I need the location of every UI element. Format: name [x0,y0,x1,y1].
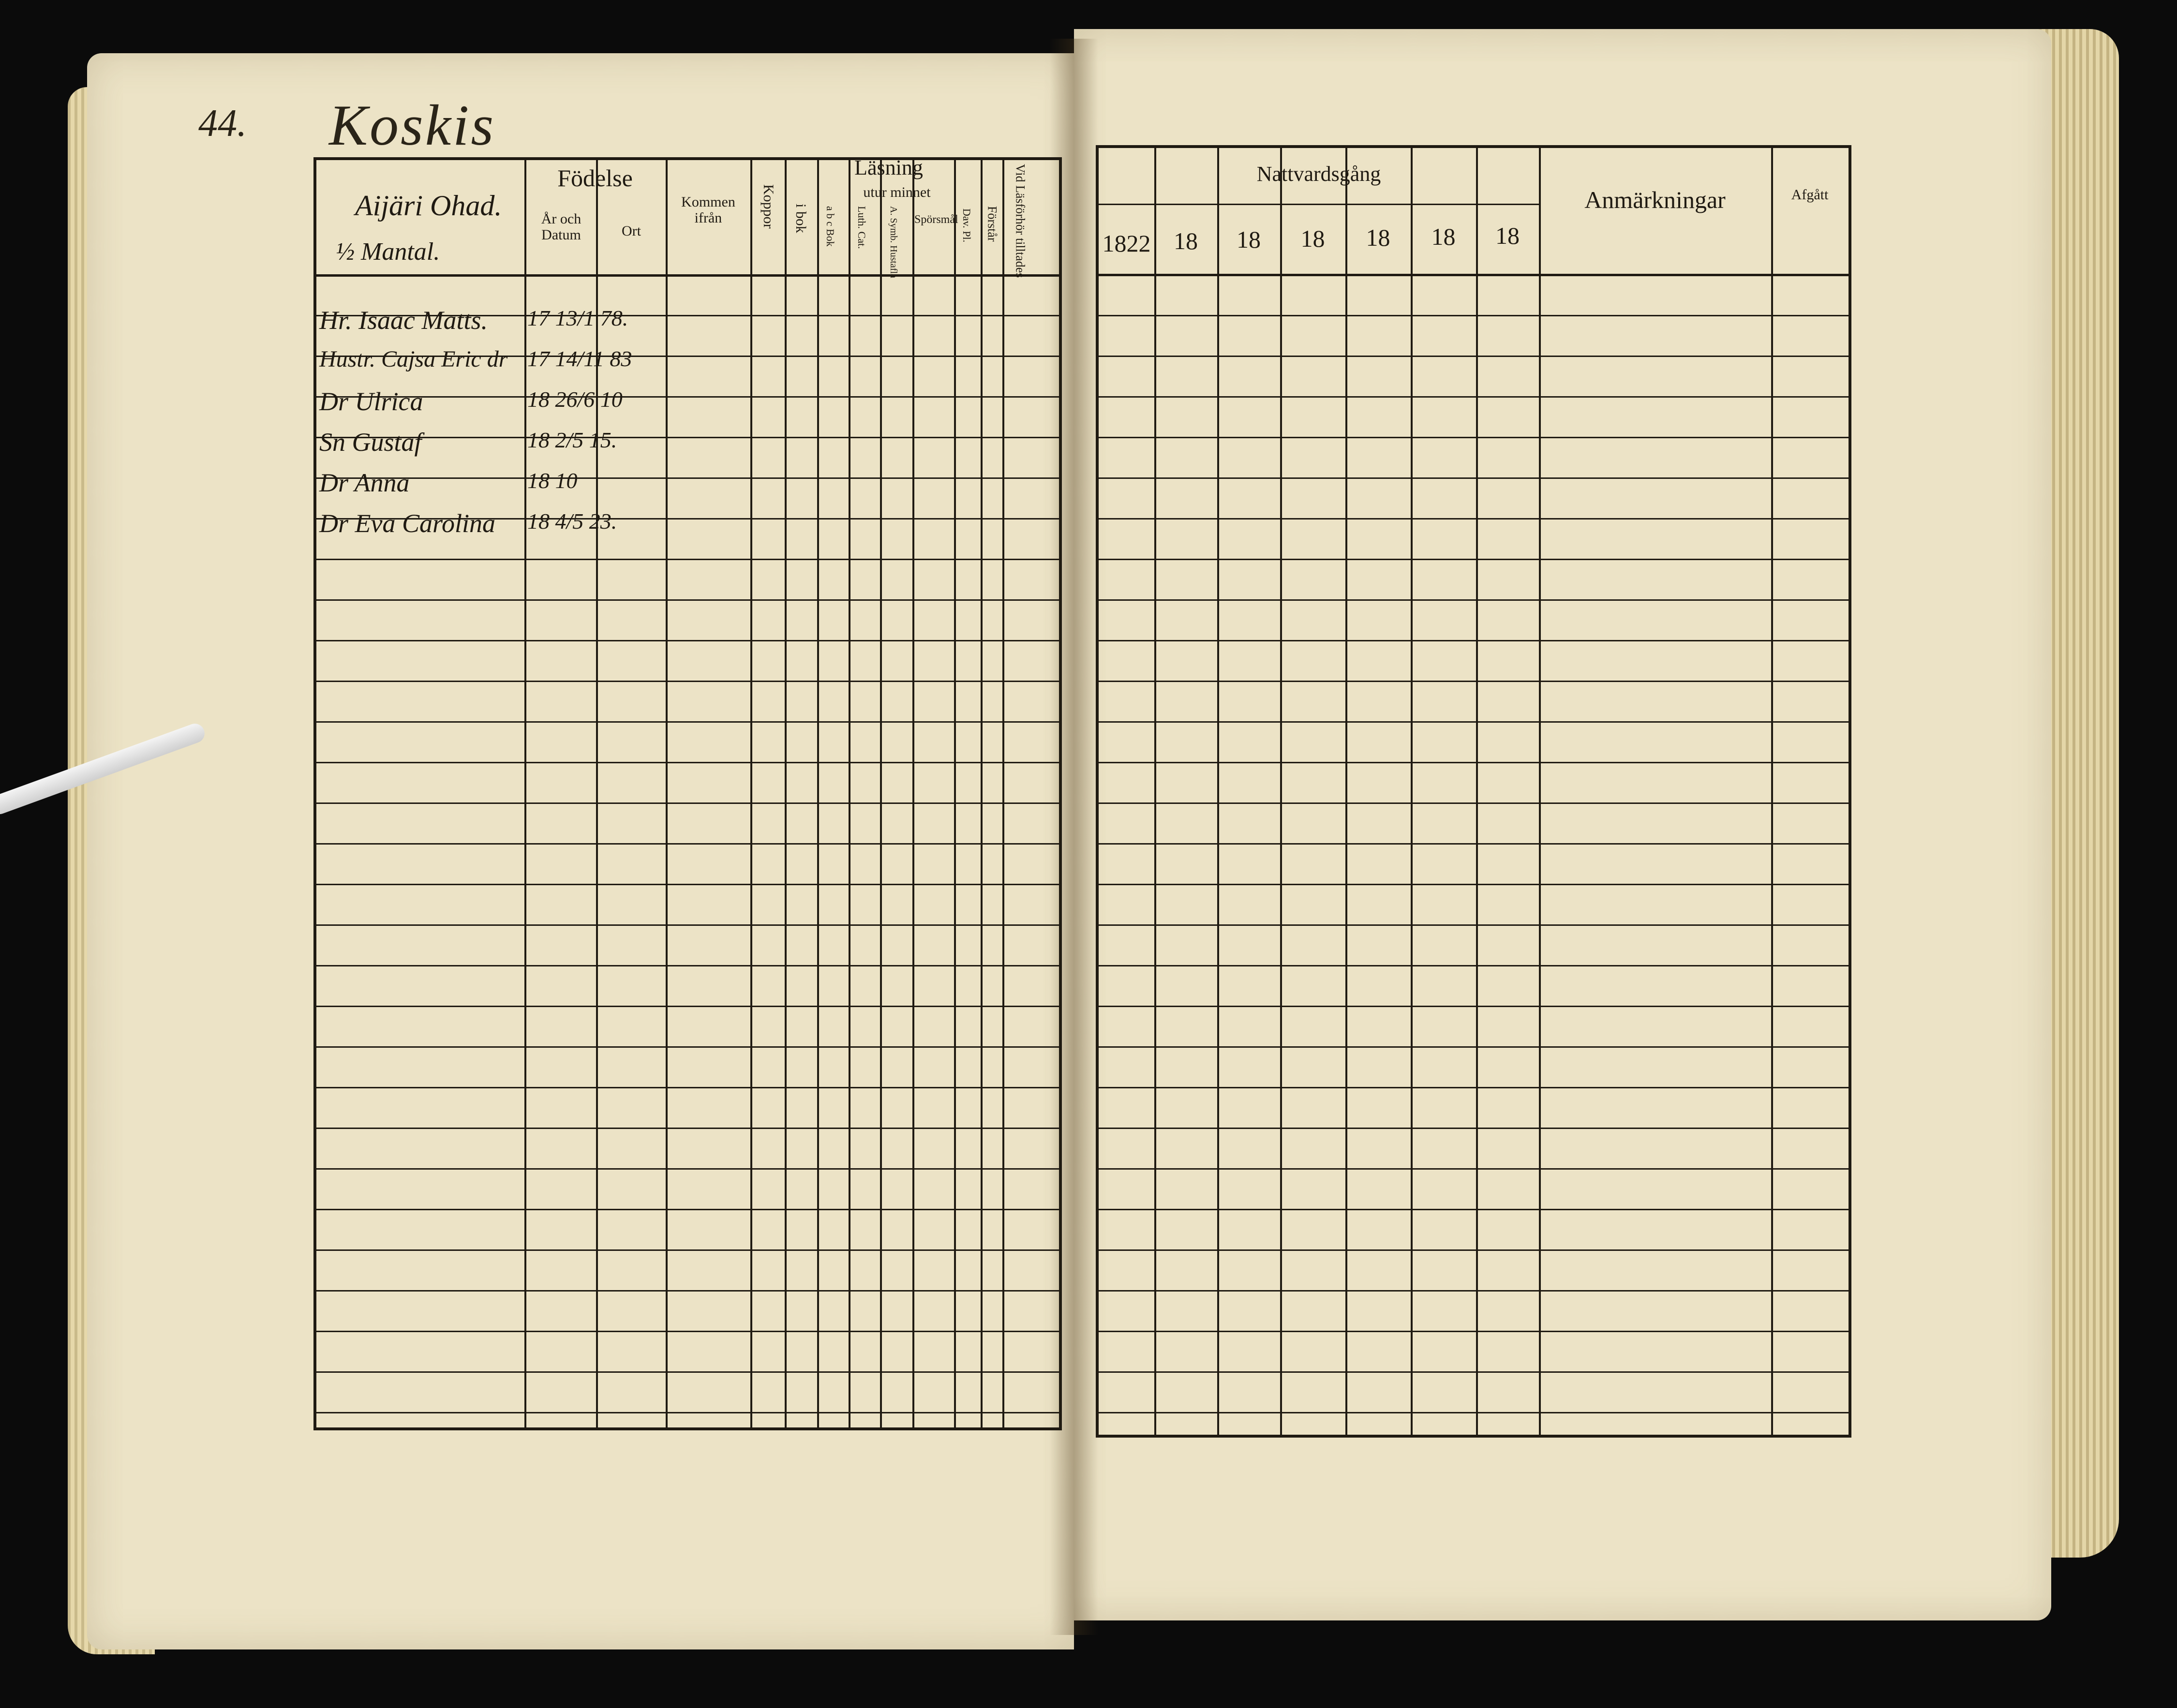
column-divider [1411,148,1413,1435]
column-divider [1154,148,1156,1435]
page-number: 44. [198,102,247,145]
year-6: 18 [1431,223,1456,250]
column-divider [1476,148,1478,1435]
ruled-row-line [1099,640,1849,641]
ruled-row-line [316,1128,1059,1129]
ruled-row-line [1099,762,1849,763]
ruled-row-line [1099,1412,1849,1413]
ruled-row-line [1099,1046,1849,1048]
ruled-row-line [1099,1249,1849,1251]
entry-date-2: 17 14/11 83 [527,346,632,371]
ruled-row-line [316,721,1059,723]
entry-date-1: 17 13/1 78. [527,306,628,330]
entry-name-6: Dr Eva Carolina [319,509,495,538]
column-divider [1539,148,1541,1435]
farm-name: Aijäri Ohad. [355,190,502,222]
ort-header: Ort [622,223,641,239]
ruled-row-line [316,762,1059,763]
column-divider [912,160,914,1427]
ruled-row-line [316,1168,1059,1170]
entry-date-4: 18 2/5 15. [527,428,617,452]
column-divider [849,160,850,1427]
column-divider [1280,148,1282,1435]
entry-date-6: 18 4/5 23. [527,509,617,534]
vid-lasforhor-header: Vid Läsförhör tilltades [1013,164,1028,278]
ruled-row-line [1099,965,1849,966]
year-7: 18 [1495,222,1520,249]
ruled-row-line [316,1046,1059,1048]
ruled-row-line [316,437,1059,438]
year-4: 18 [1300,225,1325,252]
header-sub-line [1099,204,1539,205]
year-3: 18 [1237,226,1261,253]
ruled-row-line [316,477,1059,479]
year-2: 18 [1174,227,1198,254]
column-divider [1771,148,1773,1435]
ruled-row-line [1099,802,1849,804]
ruled-row-line [316,802,1059,804]
ruled-row-line [1099,599,1849,601]
header-bottom-line [1099,274,1849,276]
entry-name-3: Dr Ulrica [319,387,423,416]
ruled-row-line [316,1006,1059,1007]
forstar-header: Förstår [985,206,999,242]
ruled-row-line [316,1249,1059,1251]
ruled-row-line [316,1331,1059,1332]
ruled-row-line [1099,356,1849,357]
parish-register-table-right [1096,145,1851,1438]
i-bok-header: i bok [793,204,809,233]
ruled-row-line [1099,1128,1849,1129]
ruled-row-line [1099,681,1849,682]
year-5: 18 [1366,224,1390,251]
ruled-row-line [316,559,1059,560]
lasning-header: Läsning [854,156,923,179]
ruled-row-line [316,965,1059,966]
column-divider [524,160,526,1427]
farm-size: ½ Mantal. [336,238,440,266]
column-divider [981,160,983,1427]
ruled-row-line [316,1371,1059,1373]
parish-register-table-left [313,157,1062,1430]
ruled-row-line [1099,1371,1849,1373]
ruled-row-line [1099,437,1849,438]
ruled-row-line [1099,315,1849,316]
ruled-row-line [1099,1290,1849,1292]
ruled-row-line [1099,721,1849,723]
entry-date-3: 18 26/6 10 [527,387,623,412]
nattvardsgang-header: Nattvardsgång [1256,162,1381,186]
ruled-row-line [1099,843,1849,845]
ruled-row-line [1099,924,1849,926]
ruled-row-line [1099,1331,1849,1332]
utur-minnet-header: utur minnet [863,184,931,200]
entry-name-2: Hustr. Cajsa Eric dr [319,346,508,372]
anmarkningar-header: Anmärkningar [1584,186,1726,213]
ruled-row-line [1099,477,1849,479]
sporsmal-header: Spörsmål [914,213,958,226]
column-divider [666,160,668,1427]
column-divider [750,160,752,1427]
ruled-row-line [1099,1006,1849,1007]
abc-bok-header: a b c Bok [824,206,837,247]
ruled-row-line [1099,518,1849,520]
luth-cat-header: Luth. Cat. [856,206,868,249]
header-bottom-line [316,274,1059,277]
afgatt-header: Afgått [1791,187,1829,203]
ruled-row-line [316,396,1059,398]
ruled-row-line [316,1209,1059,1210]
year-1: 1822 [1102,230,1151,257]
village-name: Koskis [329,93,496,157]
ruled-row-line [1099,1168,1849,1170]
column-divider [817,160,819,1427]
ar-och-datum-header: År och Datum [541,211,582,243]
ruled-row-line [1099,559,1849,560]
ruled-row-line [316,843,1059,845]
ruled-row-line [316,681,1059,682]
kommen-ifran-header: Kommen ifrån [681,194,735,226]
entry-name-4: Sn Gustaf [319,428,422,457]
column-divider [785,160,787,1427]
ruled-row-line [1099,396,1849,398]
koppor-header: Koppor [760,184,776,229]
ruled-row-line [316,884,1059,885]
column-divider [954,160,956,1427]
ruled-row-line [316,640,1059,641]
ruled-row-line [316,924,1059,926]
ruled-row-line [1099,884,1849,885]
ruled-row-line [1099,1209,1849,1210]
column-divider [1345,148,1347,1435]
column-divider [1002,160,1004,1427]
a-symb-header: A. Symb. Hustafla [888,206,899,278]
column-divider [880,160,882,1427]
entry-name-5: Dr Anna [319,468,410,497]
entry-date-5: 18 10 [527,468,578,493]
fodelse-header: Födelse [557,164,633,192]
ruled-row-line [316,1412,1059,1413]
entry-name-1: Hr. Isaac Matts. [319,306,488,335]
ruled-row-line [316,1290,1059,1292]
ruled-row-line [1099,1087,1849,1088]
ruled-row-line [316,1087,1059,1088]
column-divider [1217,148,1219,1435]
dav-pl-header: Dav. Pl. [961,208,973,243]
ruled-row-line [316,599,1059,601]
